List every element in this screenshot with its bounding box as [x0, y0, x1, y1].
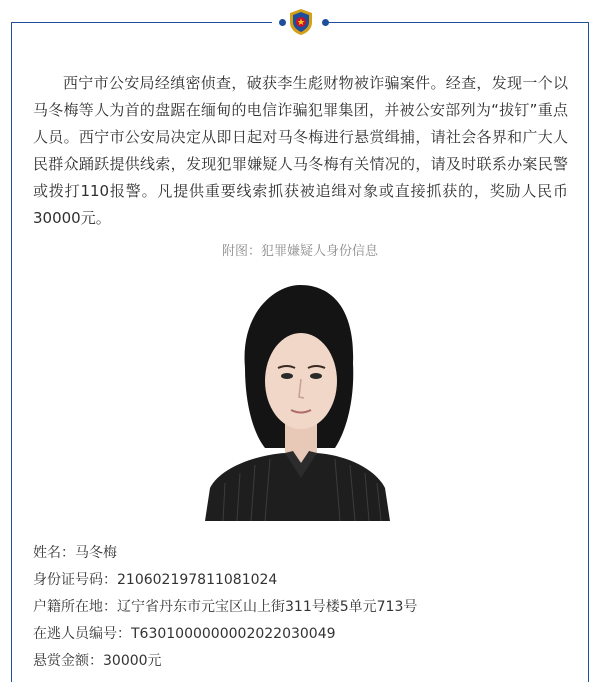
reward-label: 悬赏金额： — [33, 653, 103, 669]
reward-value: 30000元 — [103, 653, 162, 669]
notice-paragraph: 西宁市公安局经缜密侦查，破获李生彪财物被诈骗案件。经查，发现一个以马冬梅等人为首的盘踞在缅甸的电信诈骗犯罪集团，并被公安部列为“拔钉”重点人员。西宁市公安局决定从即日起对马冬梅进行悬赏缉捕，请社会各界和广大人民群众踊跃提供线索，发现犯罪嫌疑人马冬梅有关情况的，请及时联系办案民警或拨打110报警。凡提供重要线索抓获被追缉对象或直接抓获的，奖励人民币30000元。 — [33, 74, 568, 227]
suspect-id-row — [33, 570, 277, 590]
domicile-value: 辽宁省丹东市元宝区山上街311号楼5单元713号 — [117, 599, 418, 615]
domicile-label: 户籍所在地： — [33, 599, 117, 615]
name-value: 马冬梅 — [75, 545, 117, 561]
suspect-domicile-row — [33, 597, 417, 617]
reward-row — [33, 651, 162, 671]
right-dot-icon — [322, 19, 329, 26]
police-badge-icon — [288, 8, 314, 36]
name-label: 姓名： — [33, 545, 75, 561]
fugitive-value: T6301000000002022030049 — [131, 626, 336, 642]
fugitive-label: 在逃人员编号： — [33, 626, 131, 642]
left-dot-icon — [279, 19, 286, 26]
id-label: 身份证号码： — [33, 572, 117, 588]
id-value: 210602197811081024 — [117, 572, 278, 588]
fugitive-number-row — [33, 624, 336, 644]
suspect-name-row — [33, 543, 117, 563]
suspect-photo — [205, 273, 390, 521]
photo-caption: 附图：犯罪嫌疑人身份信息 — [221, 244, 378, 259]
